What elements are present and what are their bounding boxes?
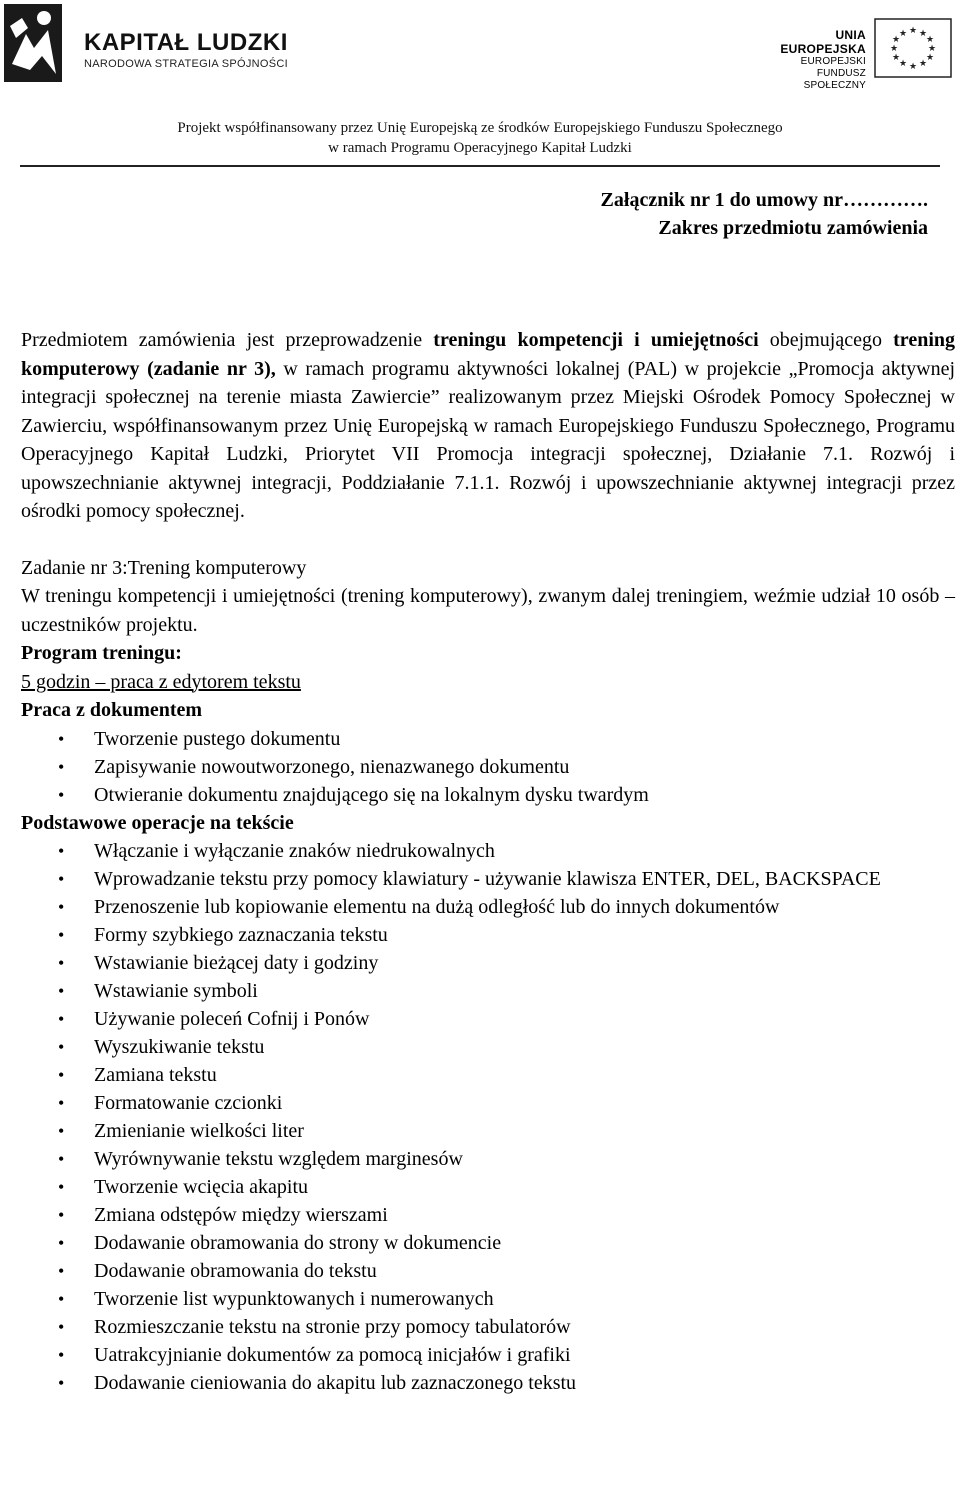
list-item: • Dodawanie obramowania do tekstu — [21, 1257, 955, 1285]
list-item: • Używanie poleceń Cofnij i Ponów — [21, 1005, 955, 1033]
list-item: • Formatowanie czcionki — [21, 1089, 955, 1117]
list-item: • Zamiana tekstu — [21, 1061, 955, 1089]
svg-text:★: ★ — [891, 35, 901, 45]
intro-text-2: obejmującego — [758, 329, 894, 351]
task-description: W treningu kompetencji i umiejętności (trening komputerowy), zwanym dalej treningiem, weźmie udział 10 osób – uczestników projektu. — [21, 585, 955, 636]
logo-title: KAPITAŁ LUDZKI — [84, 29, 288, 56]
list-item: • Tworzenie wcięcia akapitu — [21, 1173, 955, 1201]
bullet-list — [21, 725, 955, 809]
list-item: • Dodawanie cieniowania do akapitu lub zaznaczonego tekstu — [21, 1369, 955, 1397]
document-body — [21, 326, 955, 1397]
list-item: • Wyrównywanie tekstu względem marginesów — [21, 1145, 955, 1173]
header-divider — [20, 165, 940, 167]
bullet-list — [21, 837, 955, 1397]
eu-logo-line1: UNIA EUROPEJSKA — [780, 28, 866, 56]
list-item: • Rozmieszczanie tekstu na stronie przy pomocy tabulatorów — [21, 1313, 955, 1341]
kapital-ludzki-logo — [4, 4, 304, 84]
annex-heading — [601, 186, 928, 242]
list-item: • Uatrakcyjnianie dokumentów za pomocą inicjałów i grafiki — [21, 1341, 955, 1369]
svg-text:★: ★ — [925, 35, 935, 45]
eu-logo-line3: FUNDUSZ SPOŁECZNY — [803, 68, 866, 91]
svg-text:★: ★ — [898, 59, 908, 69]
logo-subtitle: NARODOWA STRATEGIA SPÓJNOŚCI — [84, 58, 288, 70]
annex-number: Załącznik nr 1 do umowy nr…………. — [600, 189, 928, 211]
list-item: • Zmienianie wielkości liter — [21, 1117, 955, 1145]
svg-text:★: ★ — [927, 44, 937, 54]
project-header-line1: Projekt współfinansowany przez Unię Europejską ze środków Europejskiego Funduszu Społecznego — [177, 120, 783, 136]
intro-bold-2: trening komputerowy (zadanie nr 3), — [21, 329, 955, 380]
intro-text-3: w ramach programu aktywności lokalnej (PAL) w projekcie „Promocja aktywnej integracji społecznej na terenie miasta Zawiercie” realizowanym przez Miejski Ośrodek Pomocy Społecznej w Zawierciu, współfinansowanym przez Unię Europejską w ramach Europejskiego Funduszu Społecznego, Programu Operacyjnego Kapitał Ludzki, Priorytet VII Promocja integracji społecznej, Działanie 7.1. Rozwój i upowszechnianie aktywnej integracji, Poddziałanie 7.1.1. Rozwój i upowszechnianie aktywnej integracji przez ośrodki pomocy społecznej. — [21, 357, 956, 522]
eu-logo — [752, 18, 952, 91]
kapital-ludzki-logo-icon — [4, 4, 62, 82]
annex-title: Zakres przedmiotu zamówienia — [658, 217, 928, 239]
program-sections — [21, 696, 955, 1397]
list-item: • Włączanie i wyłączanie znaków niedrukowalnych — [21, 837, 955, 865]
list-item: • Wstawianie symboli — [21, 977, 955, 1005]
program-hours — [21, 668, 955, 697]
eu-logo-line2: EUROPEJSKI — [800, 56, 866, 67]
project-header-line2: w ramach Programu Operacyjnego Kapitał Ludzki — [328, 140, 632, 156]
list-item: • Wprowadzanie tekstu przy pomocy klawiatury - używanie klawisza ENTER, DEL, BACKSPACE — [21, 865, 955, 893]
svg-text:★: ★ — [918, 59, 928, 69]
task-heading: Zadanie nr 3:Trening komputerowy — [21, 556, 307, 579]
program-heading: Program treningu: — [21, 642, 182, 664]
eu-flag-icon — [874, 18, 952, 78]
svg-text:★: ★ — [925, 53, 935, 63]
list-item: • Zapisywanie nowoutworzonego, nienazwanego dokumentu — [21, 753, 955, 781]
list-item: • Wstawianie bieżącej daty i godziny — [21, 949, 955, 977]
list-item: • Dodawanie obramowania do strony w dokumencie — [21, 1229, 955, 1257]
svg-text:★: ★ — [908, 26, 918, 36]
svg-text:★: ★ — [891, 53, 901, 63]
list-item: • Formy szybkiego zaznaczania tekstu — [21, 921, 955, 949]
list-item: • Zmiana odstępów między wierszami — [21, 1201, 955, 1229]
svg-text:★: ★ — [898, 29, 908, 39]
project-header — [0, 118, 960, 158]
section-title: Podstawowe operacje na tekście — [21, 811, 294, 834]
program-hours-text: 5 godzin – praca z edytorem tekstu — [21, 670, 301, 693]
svg-text:★: ★ — [889, 44, 899, 54]
list-item: • Wyszukiwanie tekstu — [21, 1033, 955, 1061]
list-item: • Przenoszenie lub kopiowanie elementu na dużą odległość lub do innych dokumentów — [21, 893, 955, 921]
intro-text-1: Przedmiotem zamówienia jest przeprowadzenie — [21, 329, 434, 351]
list-item: • Tworzenie pustego dokumentu — [21, 725, 955, 753]
intro-bold-1: treningu kompetencji i umiejętności — [433, 329, 759, 351]
svg-text:★: ★ — [918, 29, 928, 39]
list-item: • Otwieranie dokumentu znajdującego się na lokalnym dysku twardym — [21, 781, 955, 809]
svg-text:★: ★ — [908, 62, 918, 72]
list-item: • Tworzenie list wypunktowanych i numerowanych — [21, 1285, 955, 1313]
intro-paragraph — [21, 326, 955, 526]
section-title: Praca z dokumentem — [21, 699, 203, 721]
